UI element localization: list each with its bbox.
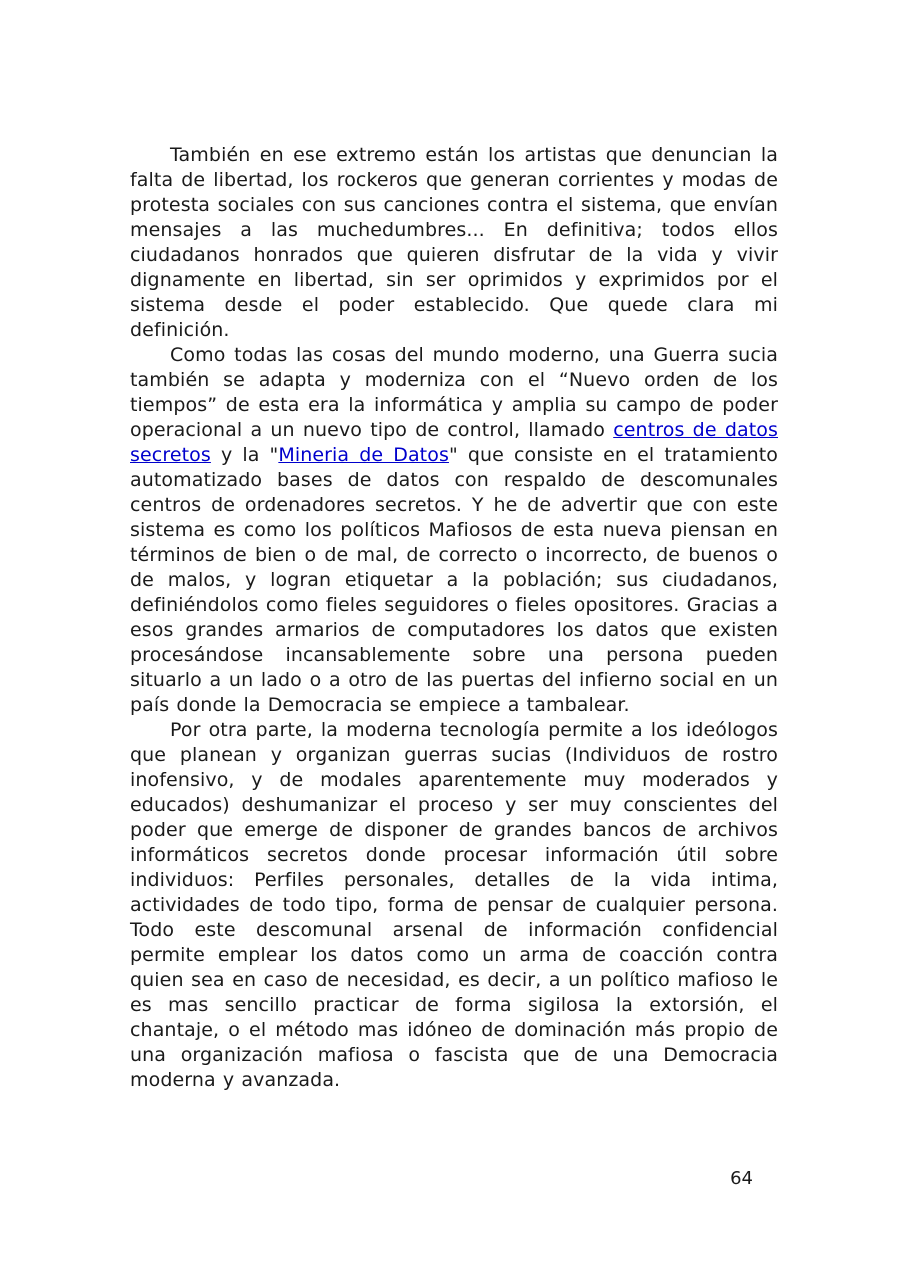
paragraph-1 (130, 143, 778, 343)
paragraph-2-text-c: " que consiste en el tratamiento automatizado bases de datos con respaldo de descomunales centros de ordenadores secretos. Y he de advertir que con este sistema es como los políticos Mafiosos de esta nueva piensan en términos de bien o de mal, de correcto o incorrecto, de buenos o de malos, y logran etiquetar a la población; sus ciudadanos, definiéndolos como fieles seguidores o fieles opositores. Gracias a esos grandes armarios de computadores los datos que existen procesándose incansablemente sobre una persona pueden situarlo a un lado o a otro de las puertas del infierno social en un país donde la Democracia se empiece a tambalear. (130, 444, 779, 716)
paragraph-2 (130, 343, 778, 718)
text-block (130, 143, 778, 1093)
link-mineria-de-datos[interactable]: Mineria de Datos (278, 444, 449, 466)
page-number: 64 (730, 1168, 753, 1189)
link-centros-de-datos-secretos[interactable]: centros de datos secretos (130, 419, 778, 466)
paragraph-3 (130, 718, 778, 1093)
paragraph-1-text: También en ese extremo están los artistas que denuncian la falta de libertad, los rockeros que generan corrientes y modas de protesta sociales con sus canciones contra el sistema, que envían mensajes a las muchedumbres... En definitiva; todos ellos ciudadanos honrados que quieren disfrutar de la vida y vivir dignamente en libertad, sin ser oprimidos y exprimidos por el sistema desde el poder establecido. Que quede clara mi definición. (130, 144, 778, 341)
paragraph-2-text-b: y la " (210, 444, 279, 466)
paragraph-2-text-a: Como todas las cosas del mundo moderno, una Guerra sucia también se adapta y moderniza con el “Nuevo orden de los tiempos” de esta era la informática y amplia su campo de poder operacional a un nuevo tipo de control, llamado (130, 344, 778, 441)
paragraph-3-text: Por otra parte, la moderna tecnología permite a los ideólogos que planean y organizan guerras sucias (Individuos de rostro inofensivo, y de modales aparentemente muy moderados y educados) deshumanizar el proceso y ser muy conscientes del poder que emerge de disponer de grandes bancos de archivos informáticos secretos donde procesar información útil sobre individuos: Perfiles personales, detalles de la vida intima, actividades de todo tipo, forma de pensar de cualquier persona. Todo este descomunal arsenal de información confidencial permite emplear los datos como un arma de coacción contra quien sea en caso de necesidad, es decir, a un político mafioso le es mas sencillo practicar de forma sigilosa la extorsión, el chantaje, o el método mas idóneo de dominación más propio de una organización mafiosa o fascista que de una Democracia moderna y avanzada. (130, 719, 778, 1091)
